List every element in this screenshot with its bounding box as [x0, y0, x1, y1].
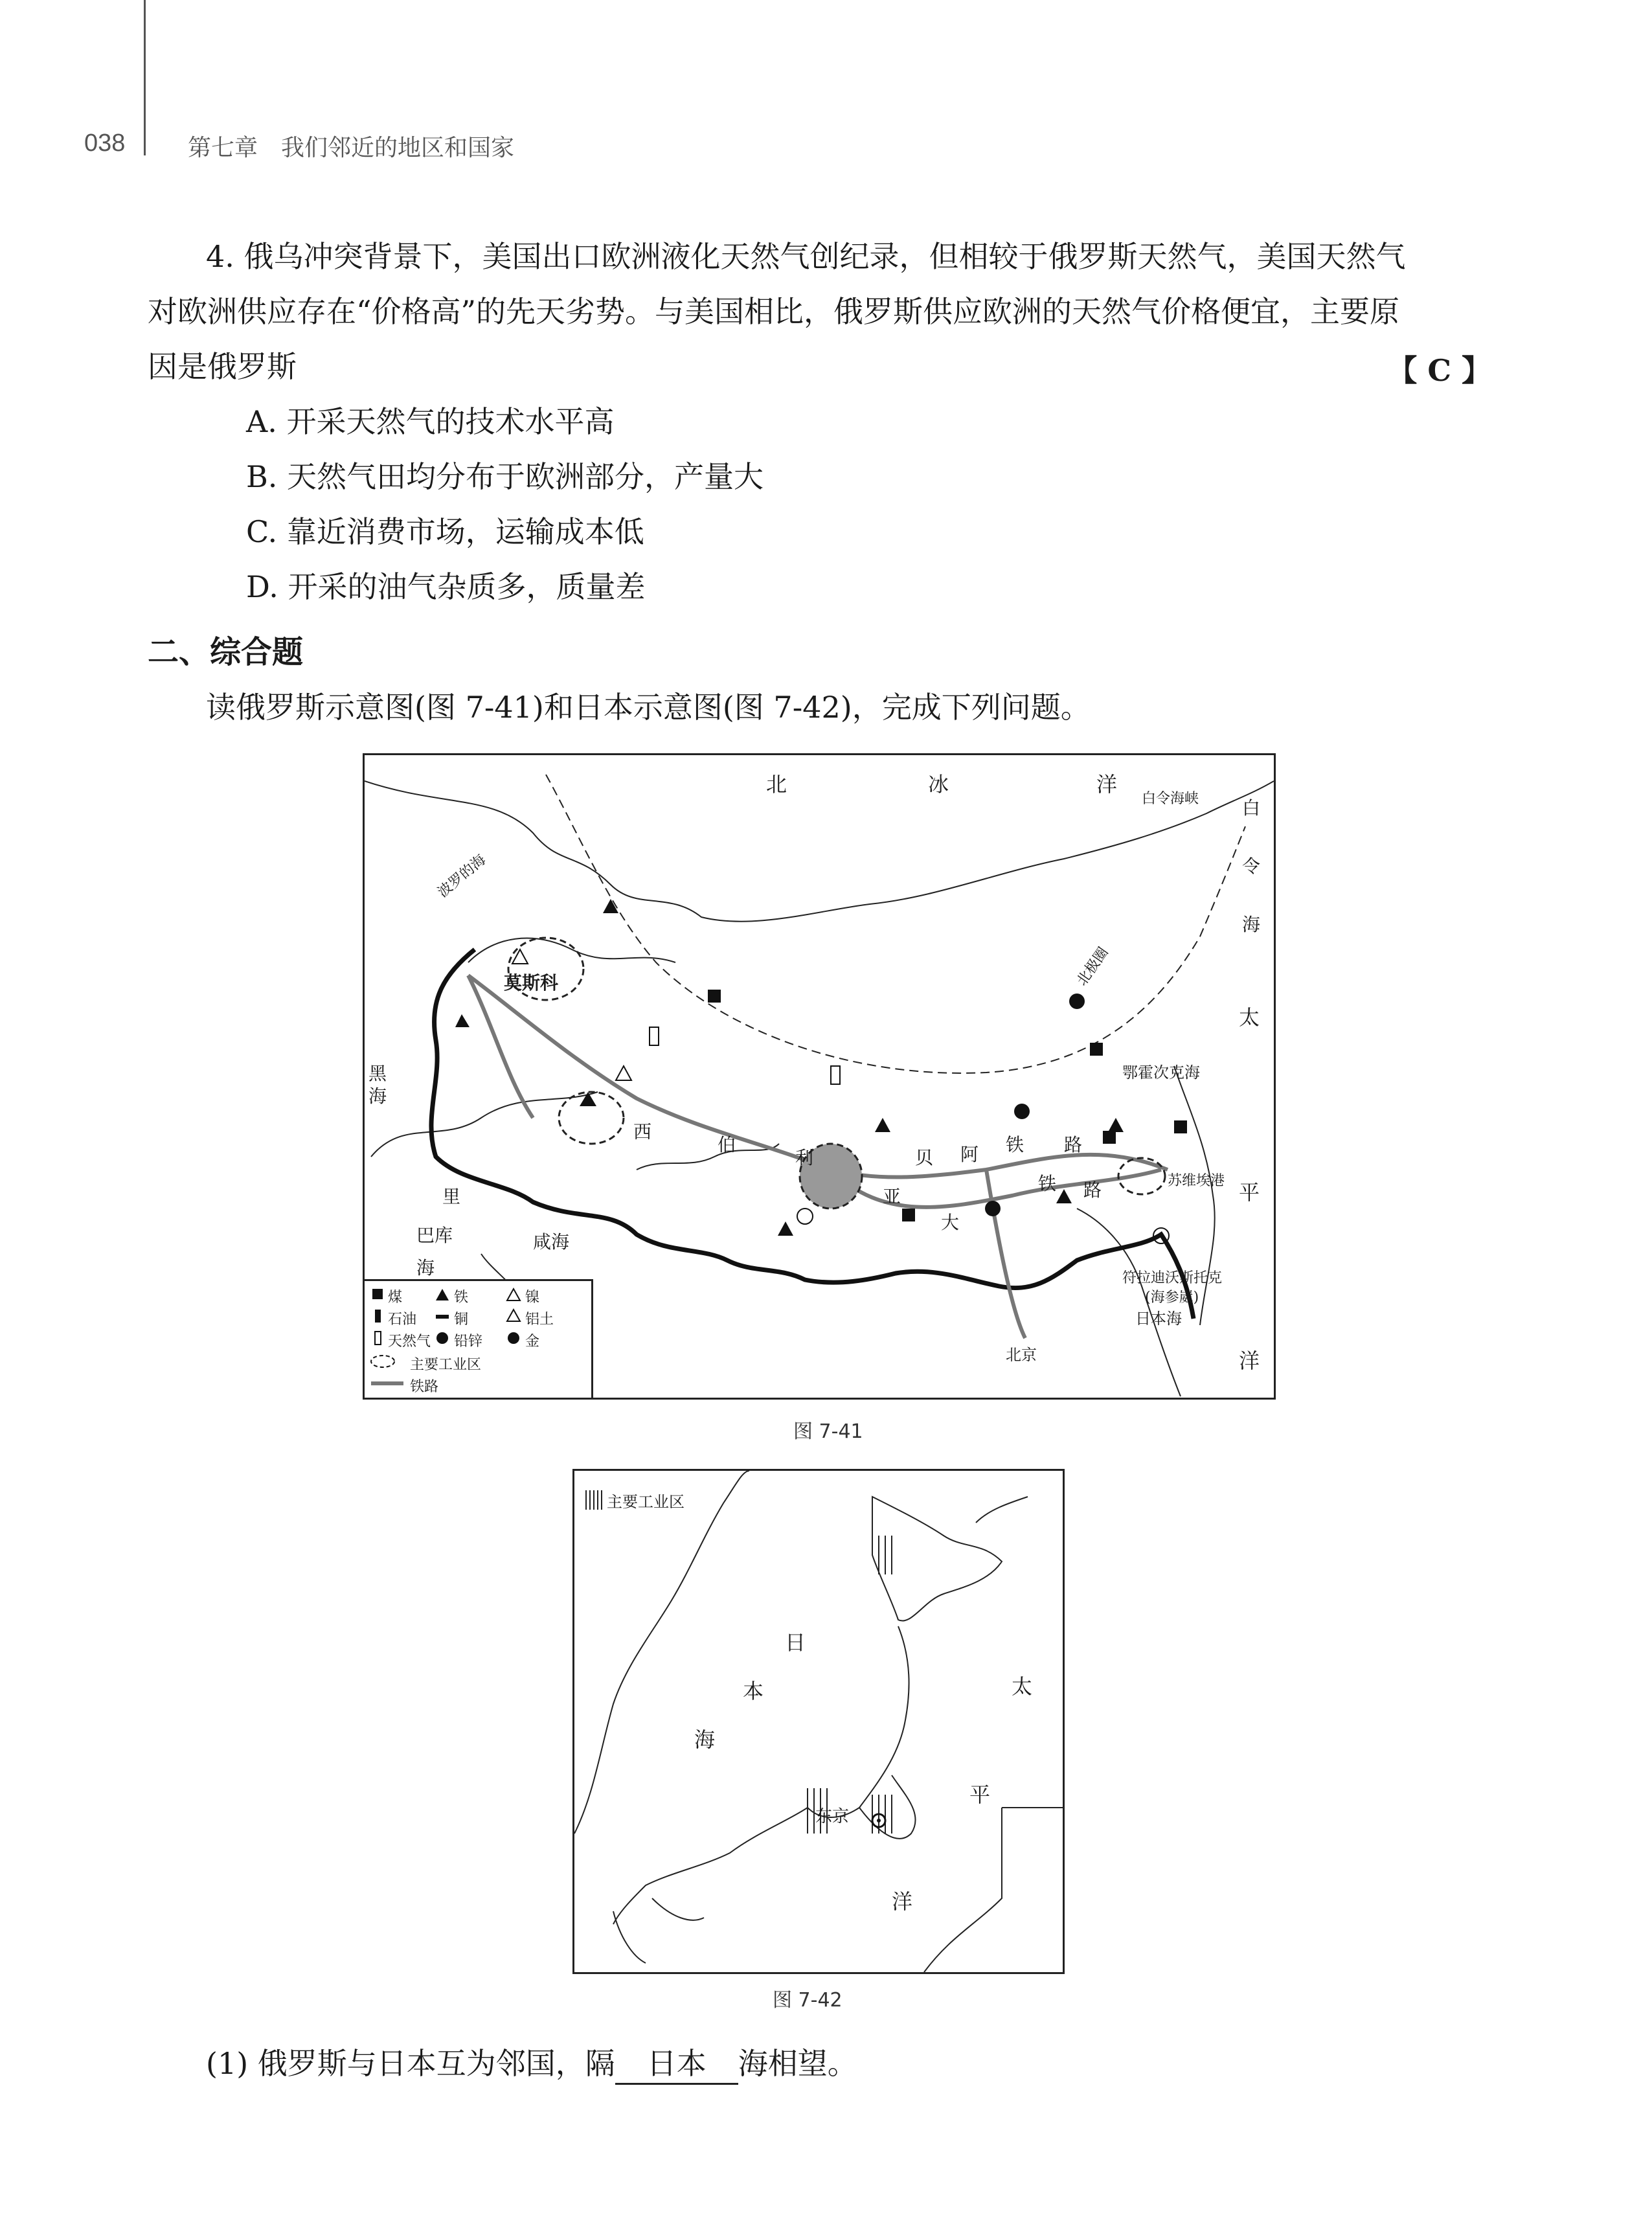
map1-label-north: 北	[766, 772, 787, 797]
map1-label-xi: 西	[633, 1121, 652, 1142]
legend-bauxite: 铝土	[525, 1312, 554, 1328]
map1-label-moscow: 莫斯科	[504, 972, 559, 994]
legend-coal: 煤	[388, 1289, 403, 1306]
map1-label-hai2: 海	[416, 1257, 435, 1278]
map1-label-okhotsk: 鄂霍次克海	[1122, 1063, 1200, 1082]
section-heading: 二、综合题	[148, 634, 304, 670]
map1-label-sea-of-japan: 日本海	[1135, 1310, 1182, 1328]
header-divider	[144, 0, 146, 155]
subquestion-1-prefix: (1) 俄罗斯与日本互为邻国，隔	[206, 2046, 615, 2081]
map1-label-li2: 利	[795, 1147, 814, 1168]
legend-railway: 铁路	[410, 1379, 439, 1395]
japan-map-outline	[574, 1471, 1063, 1972]
option-c: C. 靠近消费市场，运输成本低	[246, 514, 644, 549]
map2-label-tokyo: 东京	[815, 1807, 850, 1826]
map1-label-bei: 贝	[915, 1147, 934, 1168]
map1-label-baku: 巴库	[416, 1225, 453, 1246]
chapter-title: 第七章 我们邻近的地区和国家	[188, 135, 515, 161]
map1-label-baltic: 波罗的海	[435, 852, 490, 901]
map1-label-vladivostok: 符拉迪沃斯托克	[1122, 1270, 1223, 1286]
map2-label-tai: 太	[1012, 1674, 1033, 1699]
legend-copper: 铜	[454, 1312, 469, 1328]
map1-label-aral: 咸海	[533, 1231, 570, 1253]
map1-label-bering-strait: 白令海峡	[1142, 791, 1199, 807]
map2-label-hai: 海	[694, 1727, 716, 1752]
map1-label-bai: 白	[1242, 797, 1261, 819]
map2-caption: 图 7-42	[773, 1989, 843, 2012]
question4-line3: 因是俄罗斯	[148, 349, 297, 384]
map1-label-da: 大	[941, 1212, 960, 1233]
map1-label-arctic-circle: 北极圈	[1074, 944, 1112, 989]
legend-lead-zinc: 铅锌	[454, 1334, 483, 1350]
map1-label-ping: 平	[1239, 1180, 1260, 1205]
legend-nickel: 镍	[525, 1289, 540, 1306]
map1-label-a: 阿	[960, 1144, 979, 1165]
map1-label-lu2: 路	[1083, 1179, 1102, 1201]
map2-label-ri: 日	[785, 1630, 806, 1655]
section-intro: 读俄罗斯示意图(图 7-41)和日本示意图(图 7-42)，完成下列问题。	[206, 690, 1091, 725]
option-a: A. 开采天然气的技术水平高	[246, 404, 615, 439]
map1-label-tai: 太	[1239, 1005, 1260, 1030]
legend-gold: 金	[525, 1334, 540, 1350]
map1-label-beijing: 北京	[1006, 1346, 1037, 1364]
map1-label-black2: 海	[368, 1085, 387, 1107]
map1-label-li: 里	[442, 1186, 461, 1207]
map1-label-sovetskaya: 苏维埃港	[1168, 1173, 1225, 1189]
map1-label-yang: 洋	[1239, 1348, 1260, 1373]
legend-iron: 铁	[454, 1289, 469, 1306]
map2-legend: 主要工业区	[607, 1493, 685, 1511]
map1-label-tie2: 铁	[1038, 1173, 1057, 1194]
russia-map	[363, 753, 1276, 1400]
map1-label-ocean: 洋	[1096, 772, 1118, 797]
page-number: 038	[84, 130, 126, 157]
subquestion-1-answer: 日本	[615, 2040, 738, 2085]
subquestion-1-suffix: 海相望。	[738, 2046, 857, 2081]
map1-label-bo: 伯	[718, 1134, 736, 1155]
map1-label-vladivostok-alt: (海参崴)	[1145, 1289, 1199, 1306]
question4-line1: 4. 俄乌冲突背景下，美国出口欧洲液化天然气创纪录，但相较于俄罗斯天然气，美国天然气	[206, 239, 1406, 274]
map1-label-ya: 亚	[883, 1186, 901, 1207]
subquestion-1	[206, 2040, 857, 2085]
legend-oil: 石油	[388, 1312, 417, 1328]
map1-label-black1: 黑	[368, 1063, 387, 1084]
option-d: D. 开采的油气杂质多，质量差	[246, 569, 646, 604]
map1-label-ling: 令	[1242, 856, 1261, 877]
map2-label-ben: 本	[743, 1679, 764, 1703]
map1-label-lu: 路	[1064, 1134, 1083, 1155]
map1-legend	[365, 1279, 593, 1398]
map1-label-tie: 铁	[1006, 1134, 1024, 1155]
legend-industrial-zone: 主要工业区	[410, 1357, 482, 1373]
japan-map	[572, 1469, 1065, 1974]
map1-caption: 图 7-41	[793, 1420, 863, 1443]
option-b: B. 天然气田均分布于欧洲部分，产量大	[246, 459, 764, 494]
legend-gas: 天然气	[388, 1334, 431, 1350]
map2-label-ping: 平	[969, 1782, 991, 1807]
map2-label-yang: 洋	[892, 1889, 913, 1914]
question4-line2: 对欧洲供应存在“价格高”的先天劣势。与美国相比，俄罗斯供应欧洲的天然气价格便宜，主要原	[148, 294, 1400, 329]
map1-label-hai: 海	[1242, 914, 1261, 935]
map1-label-ice: 冰	[928, 772, 949, 797]
question4-answer: 【 C 】	[1387, 353, 1491, 388]
